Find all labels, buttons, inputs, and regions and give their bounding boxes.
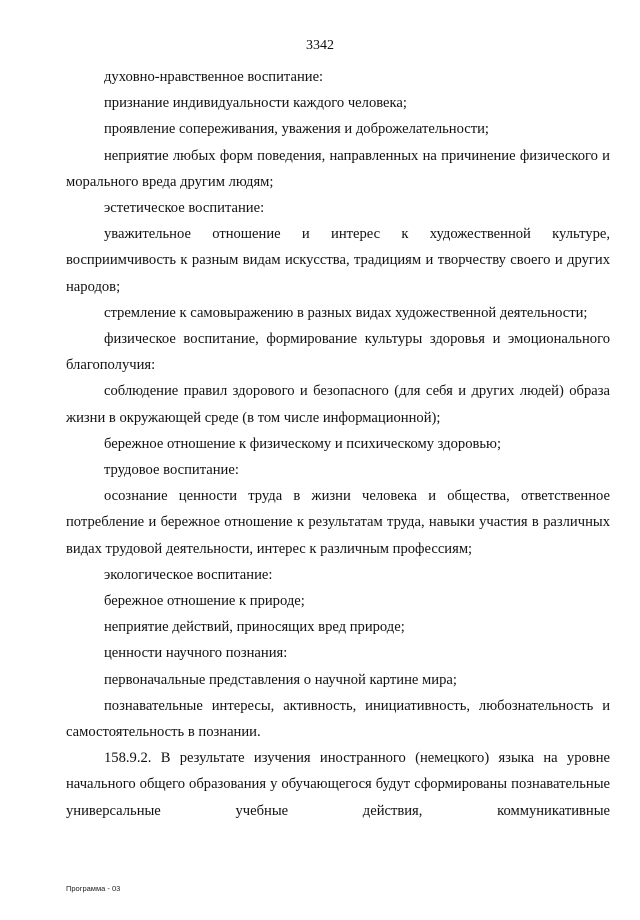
paragraph: осознание ценности труда в жизни человека и общества, ответственное потребление и бережное отношение к результатам труда, навыки участия в различных видах трудовой деятельности, интерес к различным профессиям; [66, 488, 610, 557]
paragraph: физическое воспитание, формирование культуры здоровья и эмоционального благополучия: [66, 331, 610, 374]
paragraph: духовно-нравственное воспитание: [104, 69, 324, 85]
page-number: 3342 [306, 38, 334, 53]
paragraph: эстетическое воспитание: [104, 200, 265, 217]
document-body [66, 64, 610, 824]
paragraph: познавательные интересы, активность, инициативность, любознательность и самостоятельность в познании. [66, 697, 610, 741]
paragraph: неприятие действий, приносящих вред природе; [104, 619, 405, 636]
paragraph: бережное отношение к физическому и психическому здоровью; [104, 435, 502, 452]
paragraph: бережное отношение к природе; [104, 593, 305, 610]
paragraph: ценности научного познания: [104, 645, 288, 662]
paragraph: трудовое воспитание: [104, 462, 239, 479]
paragraph: первоначальные представления о научной картине мира; [104, 671, 457, 688]
paragraph: стремление к самовыражению в разных видах художественной деятельности; [104, 304, 588, 321]
paragraph: соблюдение правил здорового и безопасного (для себя и других людей) образа жизни в окружающей среде (в том числе информационной); [66, 383, 610, 426]
paragraph: экологическое воспитание: [104, 566, 273, 583]
paragraph: уважительное отношение и интерес к художественной культуре, восприимчивость к разным видам искусства, традициям и творчеству своего и других народов; [66, 226, 610, 295]
paragraph: неприятие любых форм поведения, направленных на причинение физического и морального вреда другим людям; [66, 147, 610, 190]
paragraph: проявление сопереживания, уважения и доброжелательности; [104, 121, 489, 138]
footer-label: Программа - 03 [66, 884, 121, 893]
paragraph: 158.9.2. В результате изучения иностранного (немецкого) языка на уровне начального общего образования у обучающегося будут сформированы познавательные универсальные учебные действия, коммуникативные [66, 750, 610, 819]
paragraph: признание индивидуальности каждого человека; [104, 95, 407, 112]
